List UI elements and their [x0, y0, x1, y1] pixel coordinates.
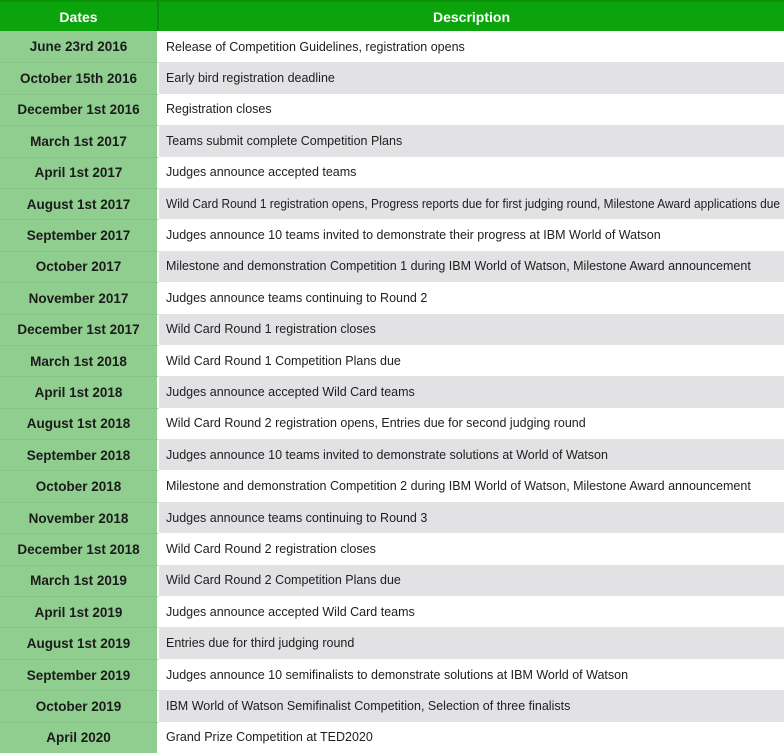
table-row [0, 345, 784, 376]
description-cell [159, 157, 784, 188]
description-cell [159, 565, 784, 596]
table-body [0, 31, 784, 753]
date-cell: December 1st 2016 [0, 94, 159, 125]
date-cell: November 2018 [0, 502, 159, 533]
table-row [0, 188, 784, 219]
date-cell: April 1st 2018 [0, 376, 159, 407]
date-cell: September 2018 [0, 439, 159, 470]
date-cell: August 1st 2018 [0, 408, 159, 439]
description-cell [159, 659, 784, 690]
description-cell [159, 408, 784, 439]
table-row [0, 659, 784, 690]
table-row [0, 314, 784, 345]
description-cell [159, 31, 784, 62]
table-row [0, 690, 784, 721]
date-cell: December 1st 2018 [0, 533, 159, 564]
table-row [0, 470, 784, 501]
description-text: Wild Card Round 1 registration closes [166, 322, 376, 337]
table-row [0, 125, 784, 156]
table-row [0, 502, 784, 533]
description-cell [159, 533, 784, 564]
description-text: Wild Card Round 2 registration opens, Entries due for second judging round [166, 416, 586, 431]
description-cell [159, 376, 784, 407]
date-cell: October 15th 2016 [0, 62, 159, 93]
description-text: Registration closes [166, 102, 272, 117]
date-cell: March 1st 2017 [0, 125, 159, 156]
description-text: Wild Card Round 1 Competition Plans due [166, 353, 401, 368]
date-cell: March 1st 2019 [0, 565, 159, 596]
description-text: Judges announce 10 teams invited to demonstrate their progress at IBM World of Watson [166, 228, 661, 243]
date-cell: April 1st 2017 [0, 157, 159, 188]
description-text: Teams submit complete Competition Plans [166, 133, 403, 148]
description-text: Judges announce accepted Wild Card teams [166, 384, 415, 399]
table-row [0, 596, 784, 627]
date-cell: October 2018 [0, 470, 159, 501]
date-cell: September 2017 [0, 219, 159, 250]
description-text: Judges announce accepted teams [166, 165, 357, 180]
description-cell [159, 282, 784, 313]
description-text: IBM World of Watson Semifinalist Competition, Selection of three finalists [166, 698, 571, 713]
date-cell: September 2019 [0, 659, 159, 690]
description-cell [159, 470, 784, 501]
date-cell: October 2019 [0, 690, 159, 721]
date-cell: August 1st 2019 [0, 627, 159, 658]
description-cell [159, 188, 784, 219]
description-cell [159, 345, 784, 376]
description-cell [159, 94, 784, 125]
description-text: Early bird registration deadline [166, 71, 335, 86]
header-row [0, 0, 784, 31]
description-cell [159, 62, 784, 93]
table-row [0, 94, 784, 125]
column-header-description: Description [159, 0, 784, 31]
table-row [0, 157, 784, 188]
description-cell [159, 439, 784, 470]
description-text: Milestone and demonstration Competition 1 during IBM World of Watson, Milestone Award announcement [166, 259, 751, 274]
table-row [0, 722, 784, 753]
description-text: Grand Prize Competition at TED2020 [166, 730, 373, 745]
description-cell [159, 627, 784, 658]
column-header-dates: Dates [0, 0, 159, 31]
date-cell: November 2017 [0, 282, 159, 313]
date-cell: April 2020 [0, 722, 159, 753]
table-row [0, 282, 784, 313]
description-cell [159, 596, 784, 627]
description-cell [159, 125, 784, 156]
date-cell: April 1st 2019 [0, 596, 159, 627]
description-text: Entries due for third judging round [166, 636, 355, 651]
description-text: Judges announce 10 teams invited to demonstrate solutions at World of Watson [166, 447, 608, 462]
description-text: Release of Competition Guidelines, registration opens [166, 39, 465, 54]
table-row [0, 376, 784, 407]
description-text: Milestone and demonstration Competition 2 during IBM World of Watson, Milestone Award announcement [166, 479, 751, 494]
description-cell [159, 690, 784, 721]
table-row [0, 251, 784, 282]
date-cell: March 1st 2018 [0, 345, 159, 376]
description-cell [159, 251, 784, 282]
description-text: Judges announce 10 semifinalists to demonstrate solutions at IBM World of Watson [166, 667, 629, 682]
table-row [0, 439, 784, 470]
description-text: Judges announce teams continuing to Round 2 [166, 290, 428, 305]
date-cell: August 1st 2017 [0, 188, 159, 219]
table-row [0, 31, 784, 62]
table-row [0, 627, 784, 658]
table-row [0, 62, 784, 93]
description-text: Wild Card Round 1 registration opens, Progress reports due for first judging round, Milestone Award applications due [166, 196, 780, 211]
description-cell [159, 502, 784, 533]
description-cell [159, 219, 784, 250]
description-text: Judges announce teams continuing to Round 3 [166, 510, 428, 525]
date-cell: December 1st 2017 [0, 314, 159, 345]
date-cell: June 23rd 2016 [0, 31, 159, 62]
table-row [0, 219, 784, 250]
table-row [0, 533, 784, 564]
description-text: Wild Card Round 2 registration closes [166, 541, 376, 556]
description-cell [159, 722, 784, 753]
description-cell [159, 314, 784, 345]
table-row [0, 408, 784, 439]
table-row [0, 565, 784, 596]
description-text: Judges announce accepted Wild Card teams [166, 604, 415, 619]
date-cell: October 2017 [0, 251, 159, 282]
description-text: Wild Card Round 2 Competition Plans due [166, 573, 401, 588]
